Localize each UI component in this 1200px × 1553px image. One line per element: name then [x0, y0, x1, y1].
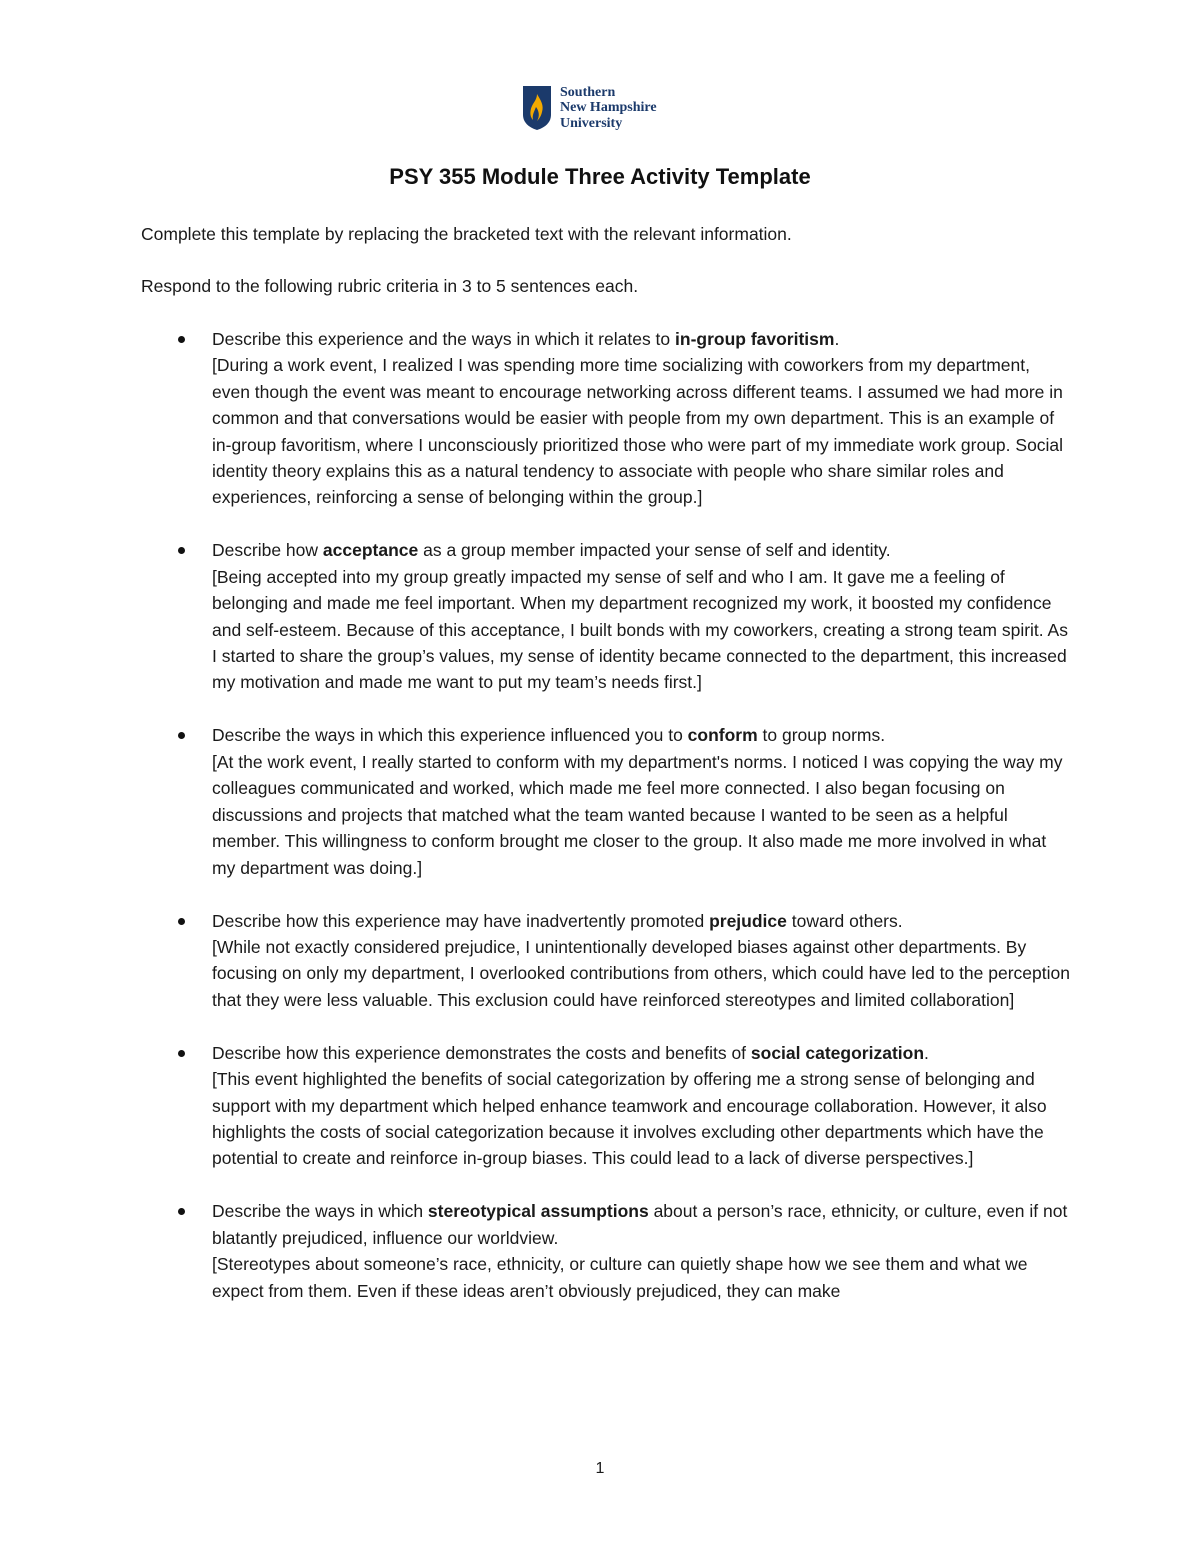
criterion-prompt: [212, 1040, 1072, 1066]
logo-line-1: Southern: [560, 84, 616, 100]
prompt-text-end: to group norms.: [757, 725, 886, 746]
criterion-prompt: [212, 908, 1072, 934]
criterion-response: [Being accepted into my group greatly impacted my sense of self and who I am. It gave me a feeling of belonging and made me feel important. When my department recognized my work, it boosted my confidence and self-esteem. Because of this acceptance, I built bonds with my coworkers, creating a strong team spirit. As I started to share the group’s values, my sense of identity became connected to the department, this increased my motivation and made me want to put my team’s needs first.]: [212, 566, 1068, 693]
prompt-text-end: toward others.: [786, 910, 903, 931]
prompt-text-end: .: [834, 329, 840, 349]
bullet-icon: [178, 918, 185, 925]
rubric-item-acceptance: [212, 537, 1072, 695]
rubric-item-stereotypical-assumptions: [212, 1198, 1072, 1304]
criterion-prompt: [212, 326, 1072, 352]
logo-wordmark: [560, 85, 657, 132]
instructions-line-2: Respond to the following rubric criteria in 3 to 5 sentences each.: [141, 276, 639, 296]
prompt-keyword: conform: [687, 725, 758, 746]
instructions-line-1: Complete this template by replacing the bracketed text with the relevant information.: [141, 224, 792, 244]
prompt-text: Describe the ways in which this experience influenced you to: [212, 725, 688, 746]
logo-line-2: New Hampshire: [560, 100, 657, 116]
page-number: 1: [595, 1460, 605, 1477]
prompt-text: Describe the ways in which: [212, 1201, 428, 1222]
prompt-keyword: in-group favoritism: [675, 329, 835, 349]
flame-shield-icon: [522, 85, 552, 131]
prompt-text: Describe how this experience may have inadvertently promoted: [212, 910, 710, 931]
prompt-text-end: about a person’s race, ethnicity, or culture, even if not blatantly prejudiced, influence our worldview.: [212, 1201, 1068, 1248]
criterion-response: [At the work event, I really started to conform with my department's norms. I noticed I was copying the way my colleagues communicated and worked, which made me feel more connected. I also began focusing on discussions and projects that matched what the team wanted because I wanted to be seen as a helpful member. This willingness to conform brought me closer to the group. It also made me more involved in what my department was doing.]: [212, 751, 1063, 878]
bullet-icon: [178, 336, 185, 343]
criterion-response: [During a work event, I realized I was spending more time socializing with coworkers from my department, even though the event was meant to encourage networking across different teams. I assumed we had more in common and that conversations would be easier with people from my own department. This is an example of in-group favoritism, where I unconsciously prioritized those who were part of my immediate work group. Social identity theory explains this as a natural tendency to associate with people who share similar roles and experiences, reinforcing a sense of belonging within the group.]: [212, 355, 1064, 508]
prompt-text: Describe this experience and the ways in which it relates to: [212, 329, 676, 349]
rubric-item-social-categorization: [212, 1040, 1072, 1172]
rubric-item-prejudice: [212, 908, 1072, 1014]
logo-line-3: University: [560, 115, 623, 131]
bullet-icon: [178, 1050, 185, 1057]
prompt-keyword: stereotypical assumptions: [427, 1201, 649, 1222]
criterion-response: [Stereotypes about someone’s race, ethnicity, or culture can quietly shape how we see them and what we expect from them. Even if these ideas aren’t obviously prejudiced, they can make: [212, 1254, 1028, 1301]
rubric-criteria-list: [212, 326, 1072, 1331]
criterion-response: [This event highlighted the benefits of social categorization by offering me a strong sense of belonging and support with my department which helped enhance teamwork and encourage collaboration. However, it also highlights the costs of social categorization because it involves excluding other departments which have the potential to create and reinforce in-group biases. This could lead to a lack of diverse perspectives.]: [212, 1069, 1047, 1169]
criterion-prompt: [212, 1198, 1072, 1251]
bullet-icon: [178, 547, 185, 554]
prompt-text-end: as a group member impacted your sense of self and identity.: [418, 540, 891, 561]
prompt-text: Describe how: [212, 540, 323, 561]
criterion-prompt: [212, 537, 1072, 563]
criterion-prompt: [212, 722, 1072, 748]
bullet-icon: [178, 732, 185, 739]
prompt-text-end: .: [924, 1042, 929, 1063]
prompt-text: Describe how this experience demonstrates the costs and benefits of: [212, 1042, 751, 1063]
prompt-keyword: social categorization: [750, 1042, 925, 1063]
rubric-item-conform: [212, 722, 1072, 880]
prompt-keyword: acceptance: [322, 540, 419, 561]
rubric-item-in-group-favoritism: [212, 326, 1072, 511]
university-logo: [522, 84, 657, 132]
bullet-icon: [178, 1208, 185, 1215]
document-title: PSY 355 Module Three Activity Template: [389, 164, 811, 189]
prompt-keyword: prejudice: [709, 910, 787, 931]
criterion-response: [While not exactly considered prejudice, I unintentionally developed biases against other departments. By focusing on only my department, I overlooked contributions from others, which could have led to the perception that they were less valuable. This exclusion could have reinforced stereotypes and limited collaboration]: [212, 936, 1070, 1010]
